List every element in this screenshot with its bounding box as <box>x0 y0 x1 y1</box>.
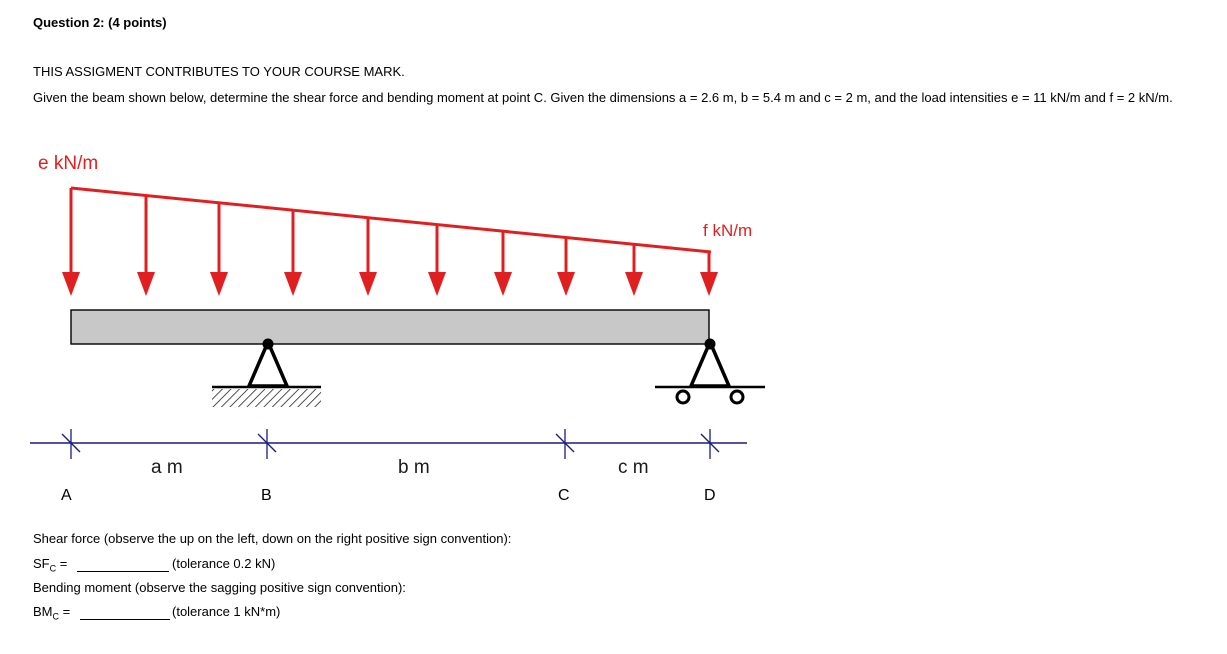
load-arrow-head <box>284 272 302 296</box>
sf-label: $SF_C$ = <box>33 556 68 574</box>
point-b-label: B <box>261 487 272 504</box>
sf-answer-input[interactable] <box>77 557 169 572</box>
course-mark-notice: THIS ASSIGMENT CONTRIBUTES TO YOUR COURSE MARK. <box>33 64 405 79</box>
load-right-label: f kN/m <box>703 221 753 240</box>
dimension-ticks <box>62 429 719 459</box>
load-arrow-head <box>137 272 155 296</box>
load-arrow-head <box>700 272 718 296</box>
question-title: Question 2: (4 points) <box>33 15 167 30</box>
load-arrow-head <box>557 272 575 296</box>
question-statement: Given the beam shown below, determine the shear force and bending moment at point C. Given the dimensions a = 2.6 m, b = 5.4 m and c = 2 m, and the load intensities e = 11 kN/m and f = 2 kN/m. <box>33 90 1173 105</box>
load-left-label: e kN/m <box>38 153 99 174</box>
roller-support-d <box>655 339 765 404</box>
point-a-label: A <box>61 487 72 504</box>
sf-tolerance: (tolerance 0.2 kN) <box>172 556 276 571</box>
load-arrow-head <box>625 272 643 296</box>
bm-label: $BM_C$ = <box>33 604 71 622</box>
load-arrow-head <box>428 272 446 296</box>
load-top-line <box>71 188 711 252</box>
point-d-label: D <box>704 487 716 504</box>
load-arrow-head <box>359 272 377 296</box>
load-arrow-head <box>494 272 512 296</box>
load-arrow-head <box>62 272 80 296</box>
point-c-label: C <box>558 487 570 504</box>
pin-support-b <box>212 339 321 408</box>
shear-prompt: Shear force (observe the up on the left, down on the right positive sign convention): <box>33 531 512 546</box>
beam <box>71 310 709 344</box>
dim-c-label: c m <box>618 457 649 478</box>
dim-a-label: a m <box>151 457 183 478</box>
load-arrow-head <box>210 272 228 296</box>
moment-prompt: Bending moment (observe the sagging positive sign convention): <box>33 580 406 595</box>
dim-b-label: b m <box>398 457 430 478</box>
bm-tolerance: (tolerance 1 kN*m) <box>172 604 281 619</box>
bm-answer-input[interactable] <box>80 605 170 620</box>
